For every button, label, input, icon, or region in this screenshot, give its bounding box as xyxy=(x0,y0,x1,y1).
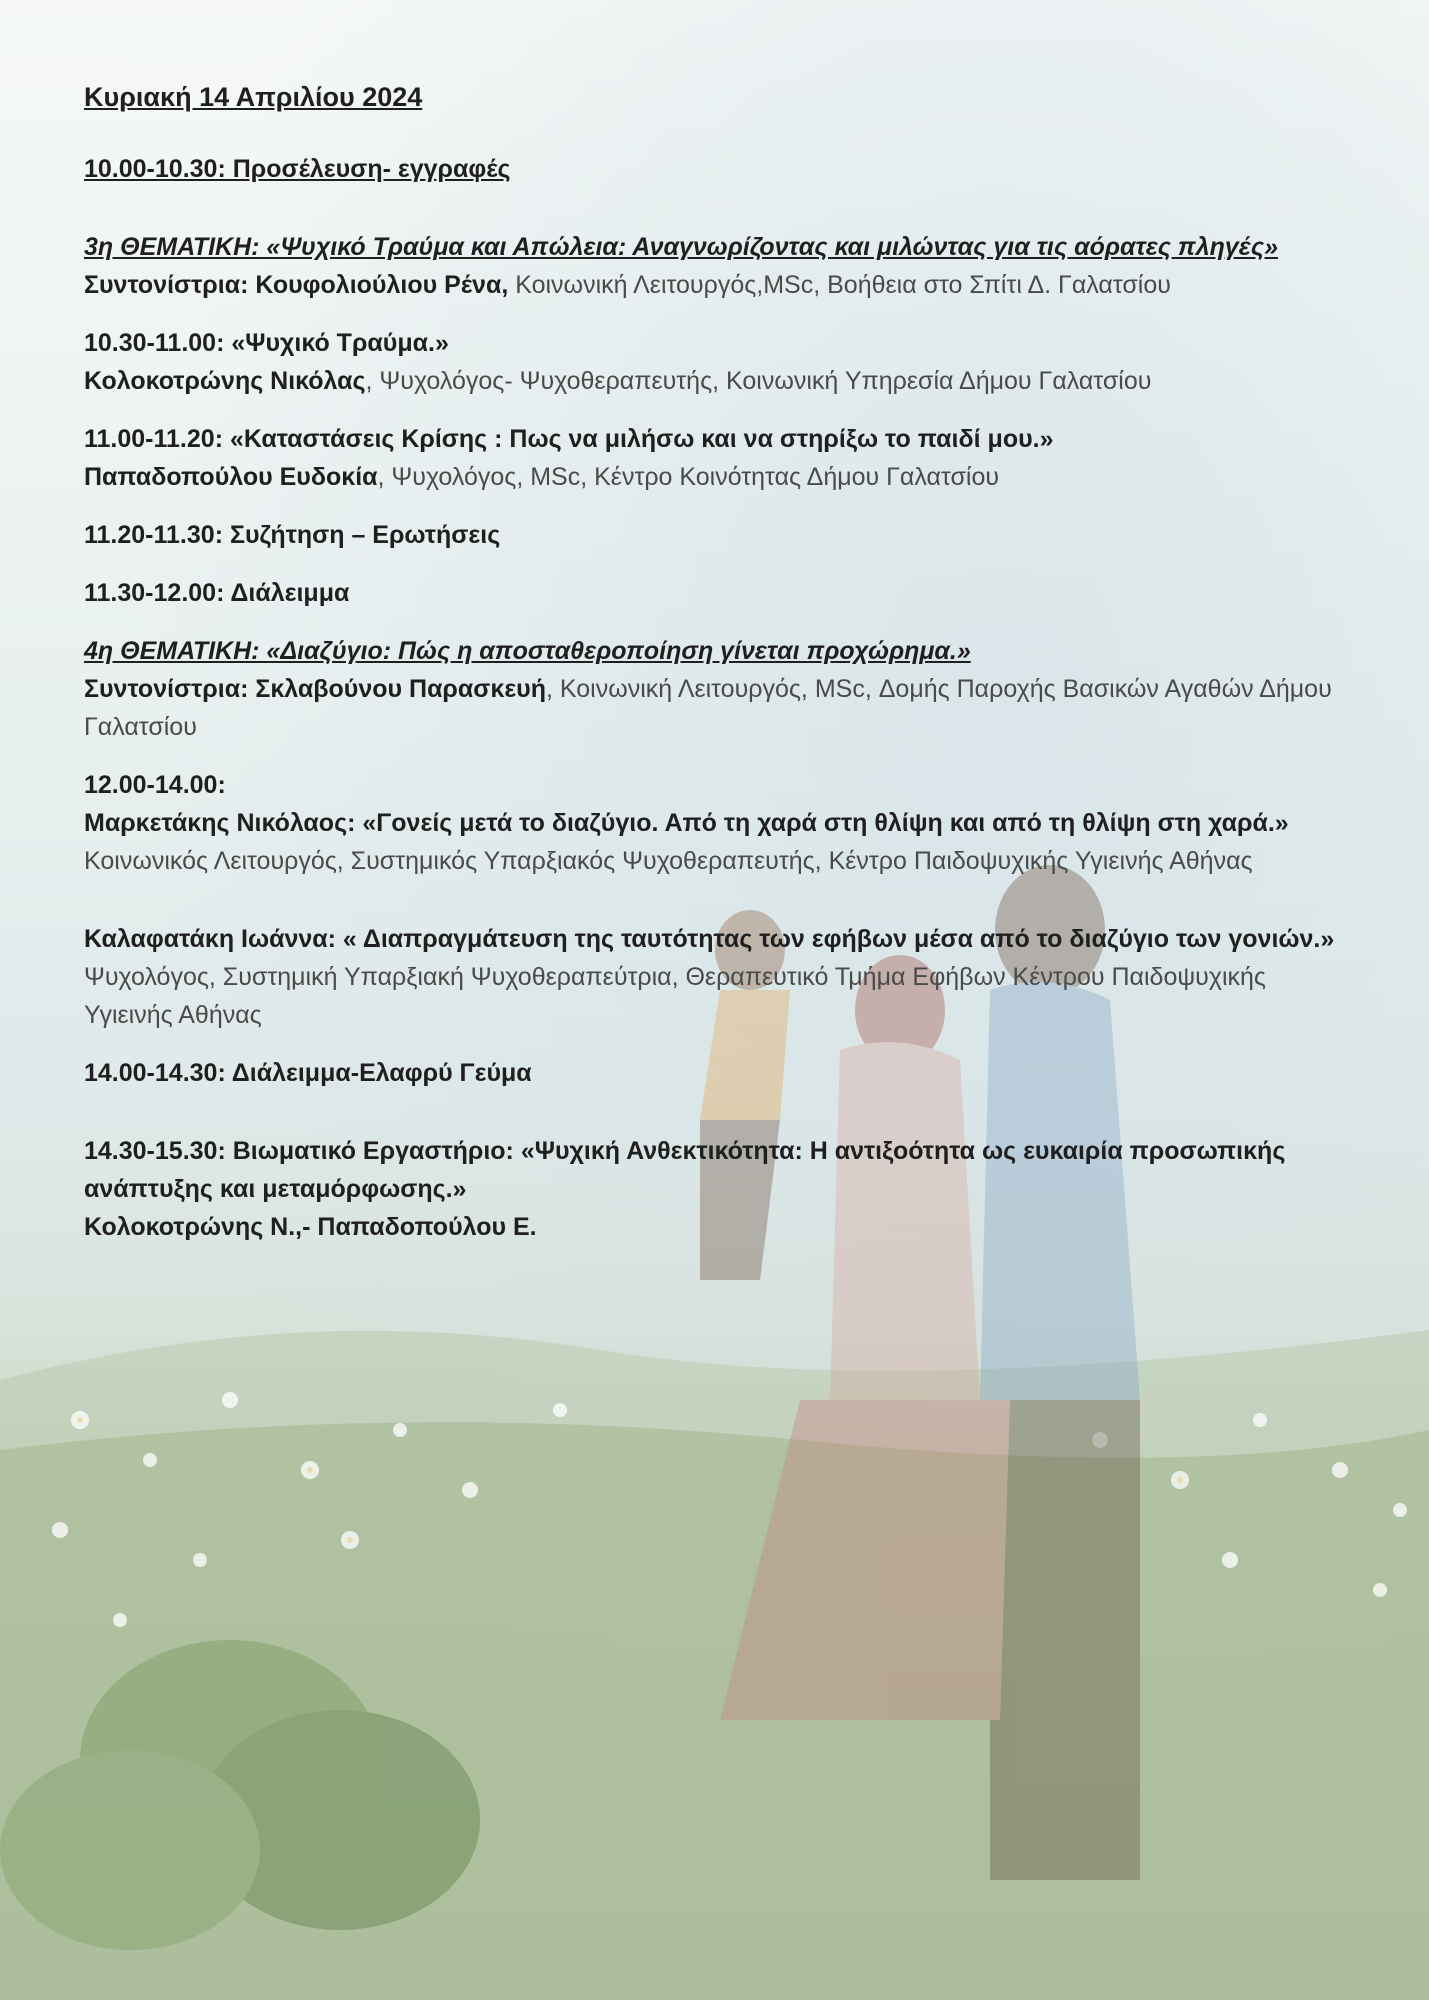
theme4-coordinator xyxy=(84,670,1354,746)
theme3-coordinator xyxy=(84,266,1354,304)
session-talk1-title: Μαρκετάκης Νικόλαος: «Γονείς μετά το διαζύγιο. Από τη χαρά στη θλίψη και από τη θλίψη στη χαρά.» xyxy=(84,809,1289,837)
talk2-title: 11.00-11.20: «Καταστάσεις Κρίσης : Πως να μιλήσω και να στηρίξω το παιδί μου.» xyxy=(84,425,1054,453)
schedule-content xyxy=(84,78,1354,1246)
session-talk1-detail: Κοινωνικός Λειτουργός, Συστημικός Υπαρξιακός Ψυχοθεραπευτής, Κέντρο Παιδοψυχικής Υγιεινής Αθήνας xyxy=(84,847,1253,875)
talk1-speaker-line xyxy=(84,362,1354,400)
talk1-detail: , Ψυχολόγος- Ψυχοθεραπευτής, Κοινωνική Υπηρεσία Δήμου Γαλατσίου xyxy=(365,367,1152,395)
session-talk2-detail: Ψυχολόγος, Συστημική Υπαρξιακή Ψυχοθεραπεύτρια, Θεραπευτικό Τμήμα Εφήβων Κέντρου Παιδοψυχικής Υγιεινής Αθήνας xyxy=(84,963,1266,1029)
talk1-speaker: Κολοκοτρώνης Νικόλας xyxy=(84,367,366,395)
break1: 11.30-12.00: Διάλειμμα xyxy=(84,579,350,607)
session-talk2-title: Καλαφατάκη Ιωάννα: « Διαπραγμάτευση της ταυτότητας των εφήβων μέσα από το διαζύγιο των γονιών.» xyxy=(84,925,1335,953)
theme4-coordinator-detail: , Κοινωνική Λειτουργός, MSc, Δομής Παροχής Βασικών Αγαθών Δήμου Γαλατσίου xyxy=(84,675,1332,741)
theme3-coordinator-label: Συντονίστρια: Κουφολιούλιου Ρένα, xyxy=(84,271,509,299)
theme3-coordinator-detail: Κοινωνική Λειτουργός,MSc, Βοήθεια στο Σπίτι Δ. Γαλατσίου xyxy=(515,271,1171,299)
talk2-detail: , Ψυχολόγος, MSc, Κέντρο Κοινότητας Δήμου Γαλατσίου xyxy=(377,463,1000,491)
session-time: 12.00-14.00: xyxy=(84,771,226,799)
lunch-break: 14.00-14.30: Διάλειμμα-Ελαφρύ Γεύμα xyxy=(84,1059,532,1087)
theme4-title: 4η ΘΕΜΑΤΙΚΗ: «Διαζύγιο: Πώς η αποσταθεροποίηση γίνεται προχώρημα.» xyxy=(84,637,971,665)
talk2-speaker: Παπαδοπούλου Ευδοκία xyxy=(84,463,378,491)
discussion: 11.20-11.30: Συζήτηση – Ερωτήσεις xyxy=(84,521,501,549)
page-title: Κυριακή 14 Απριλίου 2024 xyxy=(84,82,423,112)
talk2-speaker-line xyxy=(84,458,1354,496)
session-talk2 xyxy=(84,920,1354,1034)
theme3-title: 3η ΘΕΜΑΤΙΚΗ: «Ψυχικό Τραύμα και Απώλεια: Αναγνωρίζοντας και μιλώντας για τις αόρατες πληγές» xyxy=(84,233,1278,261)
talk1-title: 10.30-11.00: «Ψυχικό Τραύμα.» xyxy=(84,329,449,357)
arrival-registration: 10.00-10.30: Προσέλευση- εγγραφές xyxy=(84,155,511,183)
workshop-speakers: Κολοκοτρώνης Ν.,- Παπαδοπούλου Ε. xyxy=(84,1213,537,1241)
workshop-title: 14.30-15.30: Βιωματικό Εργαστήριο: «Ψυχική Ανθεκτικότητα: Η αντιξοότητα ως ευκαιρία προσωπικής ανάπτυξης και μεταμόρφωσης.» xyxy=(84,1137,1286,1203)
theme4-coordinator-label: Συντονίστρια: Σκλαβούνου Παρασκευή xyxy=(84,675,546,703)
session-talk1 xyxy=(84,804,1354,880)
